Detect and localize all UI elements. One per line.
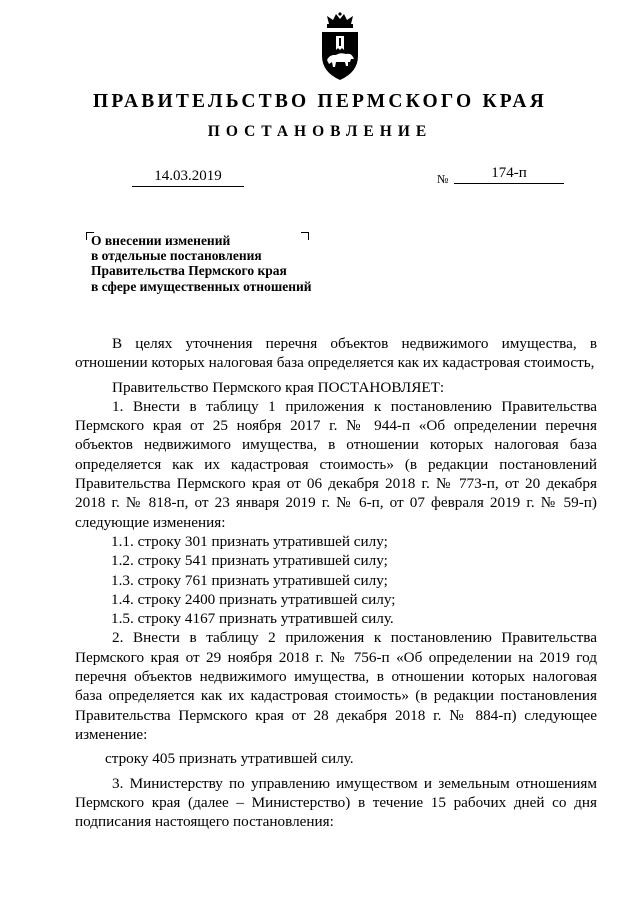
subitem-1-3: 1.3. строку 761 признать утратившей силу;	[111, 571, 388, 589]
document-type-heading: ПОСТАНОВЛЕНИЕ	[207, 123, 433, 140]
item-2-subitem: строку 405 признать утратившей силу.	[105, 750, 354, 768]
resolves-paragraph: Правительство Пермского края ПОСТАНОВЛЯЕТ:	[112, 378, 445, 396]
item-1-paragraph: 1. Внести в таблицу 1 приложения к постановлению Правительства Пермского края от 25 ноября 2017 г. № 944-п «Об определении перечня объектов недвижимого имущества, в отношении которых налоговая база определяется как их кадастровая стоимость» (в редакции постановлений Правительства Пермского края от 06 декабря 2018 г. № 773-п, от 20 декабря 2018 г. № 818-п, от 23 января 2019 г. № 6-п, от 07 февраля 2019 г. № 59-п) следующие изменения:	[75, 397, 597, 531]
document-body	[75, 334, 597, 831]
subitem-1-4: 1.4. строку 2400 признать утратившей силу;	[111, 590, 396, 608]
subitem-1-5: 1.5. строку 4167 признать утратившей силу.	[111, 610, 394, 628]
item-2-paragraph: 2. Внести в таблицу 2 приложения к постановлению Правительства Пермского края от 29 ноября 2018 г. № 756-п «Об определении на 2019 год перечня объектов недвижимого имущества, в отношении которых налоговая база определяется как их кадастровая стоимость» (в редакции постановления Правительства Пермского края от 28 декабря 2018 г. № 884-п) следующее изменение:	[75, 629, 597, 743]
document-date: 14.03.2019	[132, 168, 244, 187]
government-heading: ПРАВИТЕЛЬСТВО ПЕРМСКОГО КРАЯ	[93, 91, 547, 112]
subject-block	[91, 233, 391, 294]
item-3-paragraph: 3. Министерству по управлению имуществом и земельным отношениям Пермского края (далее – Министерство) в течение 15 рабочих дней со дня подписания настоящего постановления:	[75, 774, 597, 831]
coat-of-arms-icon	[318, 12, 362, 82]
preamble-paragraph: В целях уточнения перечня объектов недвижимого имущества, в отношении которых налоговая база определяется как их кадастровая стоимость,	[75, 335, 597, 372]
subject-line: в отдельные постановления	[91, 248, 262, 264]
subject-line: Правительства Пермского края	[91, 263, 287, 279]
subject-line: О внесении изменений	[91, 233, 231, 248]
subject-line: в сфере имущественных отношений	[91, 278, 312, 294]
number-sign: №	[437, 172, 449, 186]
document-number: 174-п	[454, 165, 564, 184]
subitem-1-2: 1.2. строку 541 признать утратившей силу;	[111, 552, 388, 570]
subitem-1-1: 1.1. строку 301 признать утратившей силу;	[111, 532, 388, 550]
